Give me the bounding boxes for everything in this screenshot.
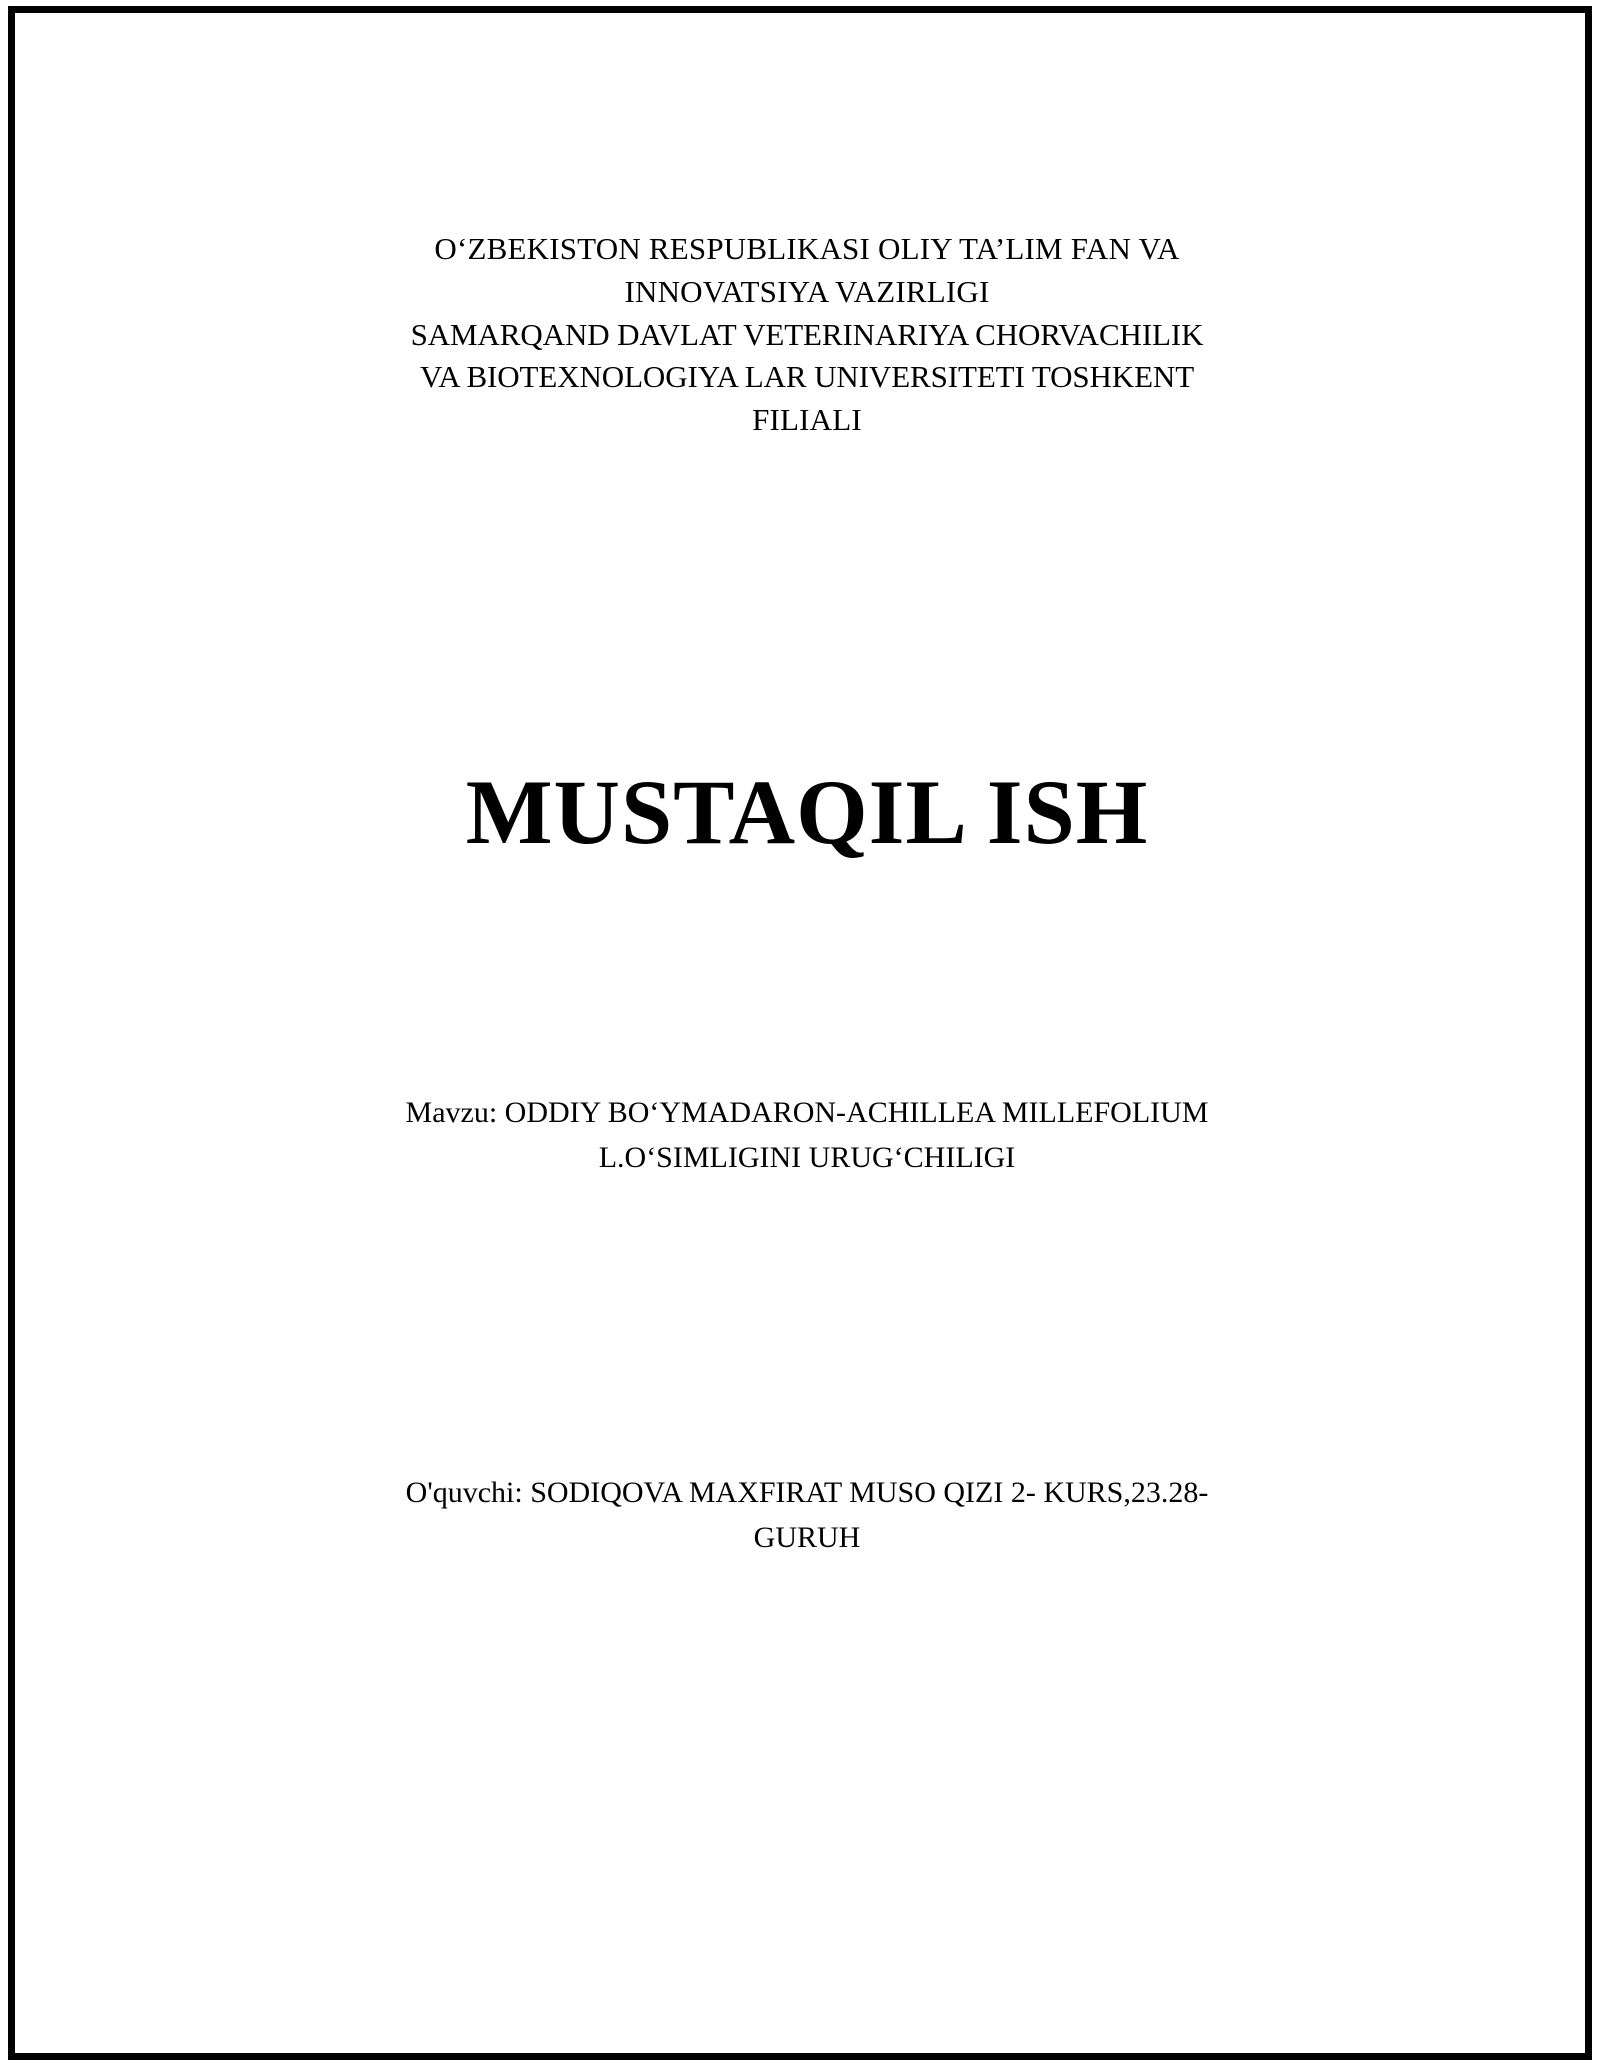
page-content	[15, 13, 1599, 2067]
topic-line-2: L.O‘SIMLIGINI URUG‘CHILIGI	[598, 1141, 1016, 1175]
student-block	[135, 1470, 1479, 1560]
student-line-2: GURUH	[753, 1521, 861, 1555]
page-border-frame	[8, 6, 1592, 2060]
title-block	[135, 760, 1479, 863]
institution-header-line-5: FILIALI	[752, 402, 862, 438]
institution-header-line-2: INNOVATSIYA VAZIRLIGI	[624, 273, 990, 309]
topic-label: Mavzu:	[405, 1096, 498, 1130]
student-line-1: O'quvchi: SODIQOVA MAXFIRAT MUSO QIZI 2- KURS,23.28-	[405, 1476, 1209, 1510]
institution-header-line-1: O‘ZBEKISTON RESPUBLIKASI OLIY TA’LIM FAN VA	[434, 231, 1180, 266]
topic-line-1	[190, 1090, 1424, 1135]
topic-text-1: ODDIY BO‘YMADARON-ACHILLEA MILLEFOLIUM	[497, 1096, 1209, 1130]
document-title: MUSTAQIL ISH	[465, 760, 1149, 863]
institution-header-line-4: VA BIOTEXNOLOGIYA LAR UNIVERSITETI TOSHKENT	[419, 359, 1195, 395]
topic-block	[135, 1090, 1479, 1180]
institution-header-line-3: SAMARQAND DAVLAT VETERINARIYA CHORVACHILIK	[410, 316, 1204, 352]
institution-header	[135, 228, 1479, 442]
